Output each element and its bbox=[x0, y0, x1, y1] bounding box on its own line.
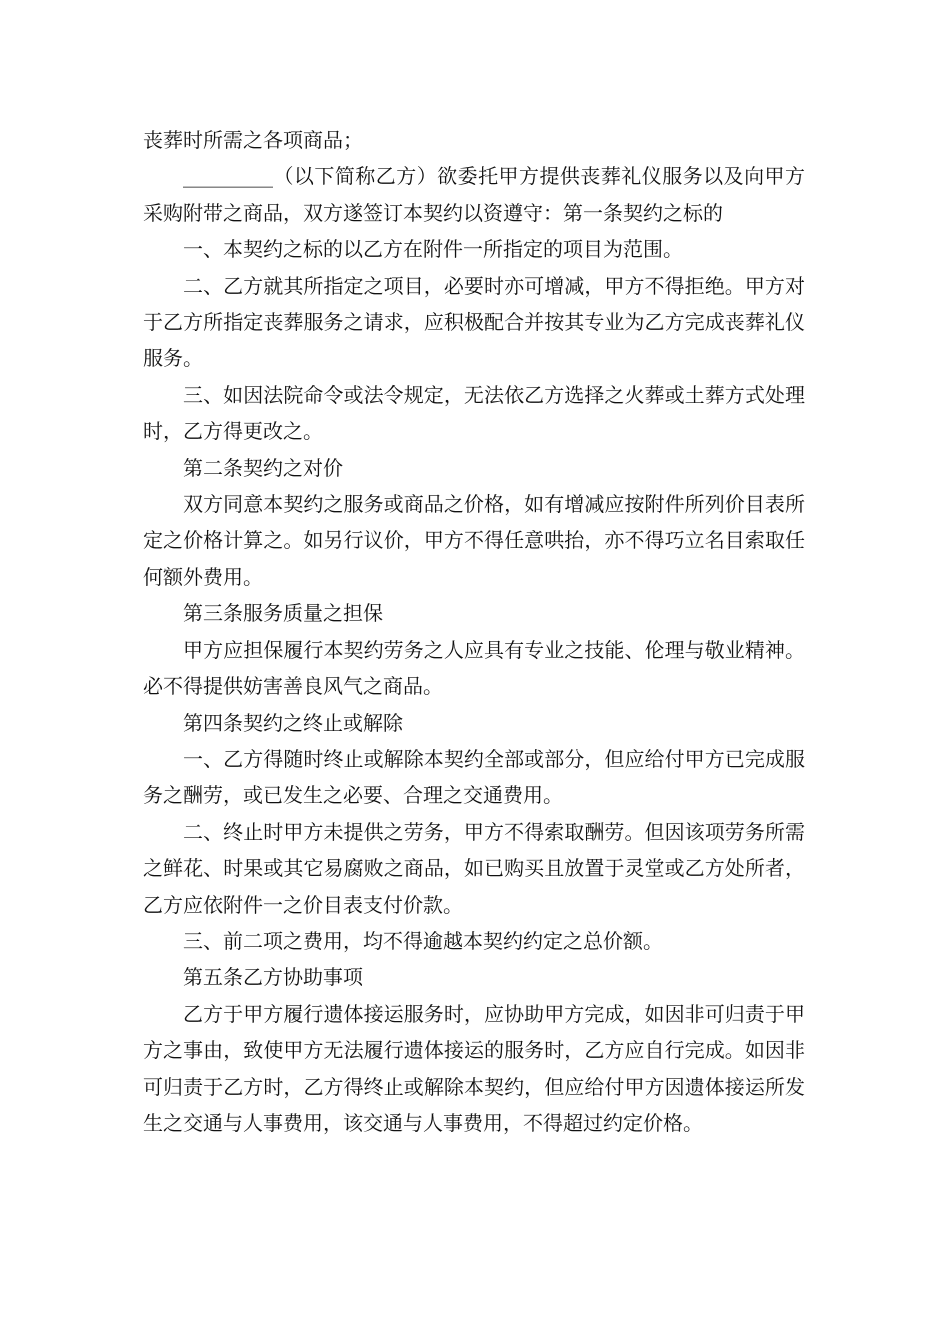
clause-5-heading: 第五条乙方协助事项 bbox=[183, 965, 363, 990]
clause-1-item-3: 三、如因法院命令或法令规定，无法依乙方选择之火葬或土葬方式处理时，乙方得更改之。 bbox=[143, 382, 805, 444]
clause-3-heading: 第三条服务质量之担保 bbox=[183, 601, 383, 626]
clause-1-item-1: 一、本契约之标的以乙方在附件一所指定的项目为范围。 bbox=[183, 237, 683, 262]
clause-2-body: 双方同意本契约之服务或商品之价格，如有增减应按附件所列价目表所定之价格计算之。如另行议价，甲方不得任意哄抬，亦不得巧立名目索取任何额外费用。 bbox=[143, 492, 805, 589]
clause-4-heading: 第四条契约之终止或解除 bbox=[183, 710, 403, 735]
clause-1-item-2: 二、乙方就其所指定之项目，必要时亦可增减，甲方不得拒绝。甲方对于乙方所指定丧葬服务之请求，应积极配合并按其专业为乙方完成丧葬礼仪服务。 bbox=[143, 273, 805, 371]
clause-5-body: 乙方于甲方履行遗体接运服务时，应协助甲方完成，如因非可归责于甲方之事由，致使甲方无法履行遗体接运的服务时，乙方应自行完成。如因非可归责于乙方时，乙方得终止或解除本契约，但应给付甲方因遗体接运所发生之交通与人事费用，该交通与人事费用，不得超过约定价格。 bbox=[143, 1001, 805, 1135]
paragraph-continuation: 丧葬时所需之各项商品； bbox=[143, 128, 363, 152]
clause-2-heading: 第二条契约之对价 bbox=[183, 455, 343, 480]
clause-4-item-3: 三、前二项之费用，均不得逾越本契约约定之总价额。 bbox=[183, 928, 663, 953]
contract-body bbox=[143, 122, 805, 1141]
clause-4-item-2: 二、终止时甲方未提供之劳务，甲方不得索取酬劳。但因该项劳务所需之鲜花、时果或其它易腐败之商品，如已购买且放置于灵堂或乙方处所者，乙方应依附件一之价目表支付价款。 bbox=[143, 819, 805, 917]
clause-4-item-1: 一、乙方得随时终止或解除本契约全部或部分，但应给付甲方已完成服务之酬劳，或已发生之必要、合理之交通费用。 bbox=[143, 746, 805, 808]
clause-3-body: 甲方应担保履行本契约劳务之人应具有专业之技能、伦理与敬业精神。必不得提供妨害善良风气之商品。 bbox=[143, 637, 805, 699]
paragraph-preamble: _________（以下简称乙方）欲委托甲方提供丧葬礼仪服务以及向甲方采购附带之商品，双方遂签订本契约以资遵守：第一条契约之标的 bbox=[143, 164, 805, 225]
